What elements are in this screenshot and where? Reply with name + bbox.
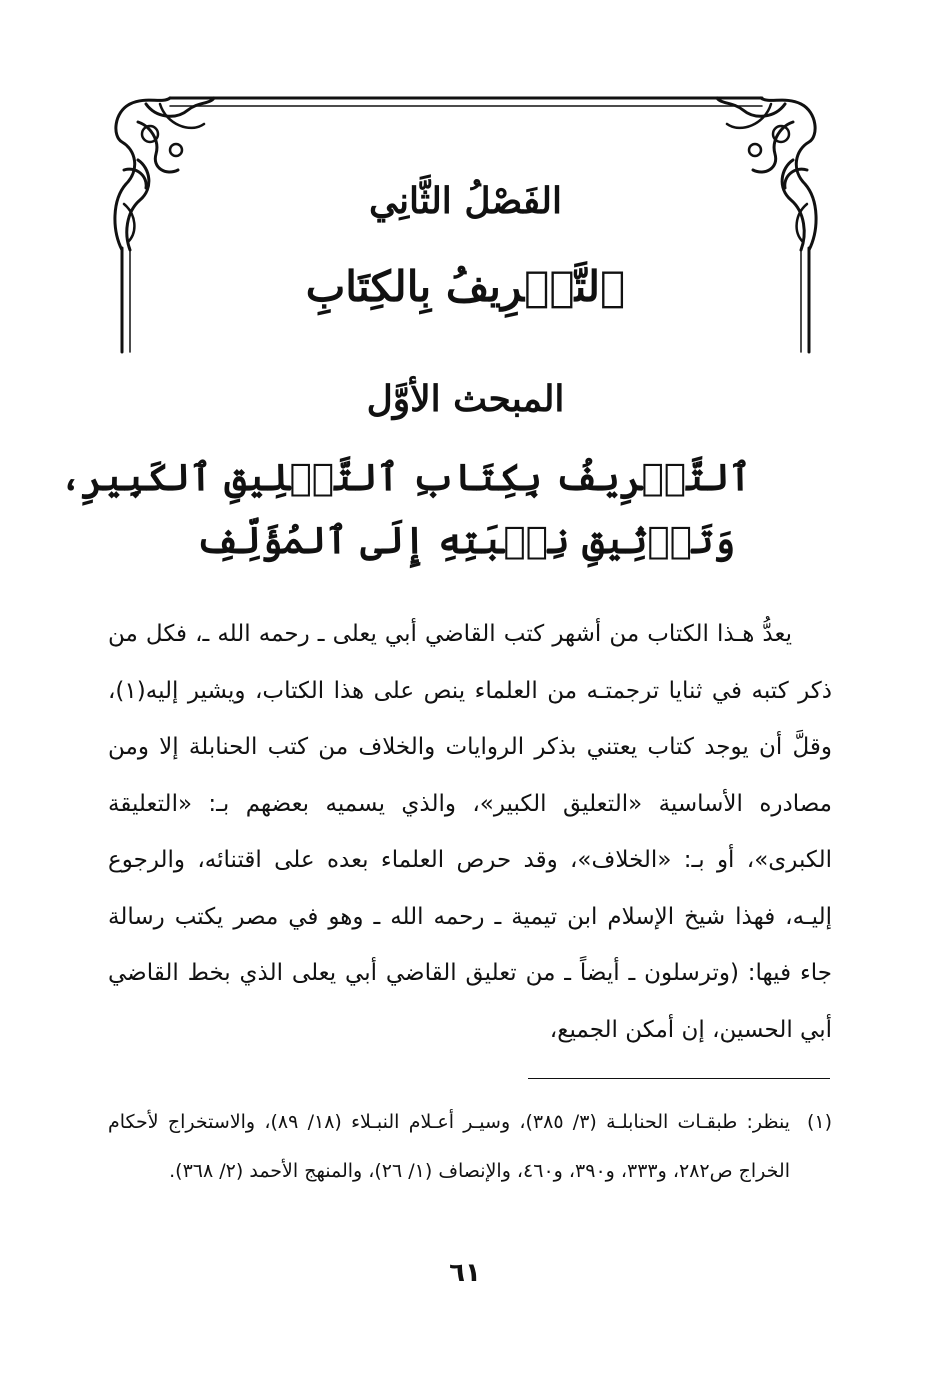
footnote-marker: (١) (806, 1111, 832, 1133)
book-heading: ٱلتَّعۡرِيفُ بِالكِتَابِ (305, 262, 626, 311)
section-title-line-2: وَتَوۡثِيقِ نِسۡبَتِهِ إِلَى ٱلمُؤَلِّفِ (195, 518, 736, 562)
footnotes (108, 1098, 832, 1196)
page-number: ٦١ (449, 1258, 481, 1288)
body-text (108, 606, 832, 1058)
section-heading: المبحث الأوَّل (366, 378, 565, 420)
footnote-text: ينظر: طبقـات الحنابلـة (٣/ ٣٨٥)، وسيـر أعـلام النبـلاء (١٨/ ٨٩)، والاستخراج لأحكام الخراج ص٢٨٢، و٣٣٣، و٣٩٠، و٤٦٠، والإنصاف (١/ ٢٦)، والمنهج الأحمد (٢/ ٣٦٨). (108, 1111, 790, 1182)
corner-ornament-left (115, 98, 214, 250)
chapter-heading: الفَصْلُ الثَّانِي (368, 180, 563, 222)
body-paragraph: يعدُّ هـذا الكتاب من أشهر كتب القاضي أبي يعلى ـ رحمه الله ـ، فكل من ذكر كتبه في ثنايا ترجمتـه من العلماء ينص على هذا الكتاب، ويشير إليه(١)، وقلَّ أن يوجد كتاب يعتني بذكر الروايات والخلاف من كتب الحنابلة إلا ومن مصادره الأساسية «التعليق الكبير»، والذي يسميه بعضهم بـ: «التعليقة الكبرى»، أو بـ: «الخلاف»، وقد حرص العلماء بعده على اقتنائه، والرجوع إليـه، فهذا شيخ الإسلام ابن تيمية ـ رحمه الله ـ وهو في مصر يكتب رسالة جاء فيها: (وترسلون ـ أيضاً ـ من تعليق القاضي أبي يعلى الذي بخط القاضي أبي الحسين، إن أمكن الجميع، (108, 621, 832, 1043)
footnote-item (108, 1098, 832, 1196)
section-title-line-1: ٱلتَّعۡرِيفُ بِكِتَابِ ٱلتَّعۡلِيقِ ٱلكَبِيرِ، (59, 455, 751, 499)
corner-ornament-right (717, 98, 816, 250)
footnote-separator (528, 1078, 830, 1079)
